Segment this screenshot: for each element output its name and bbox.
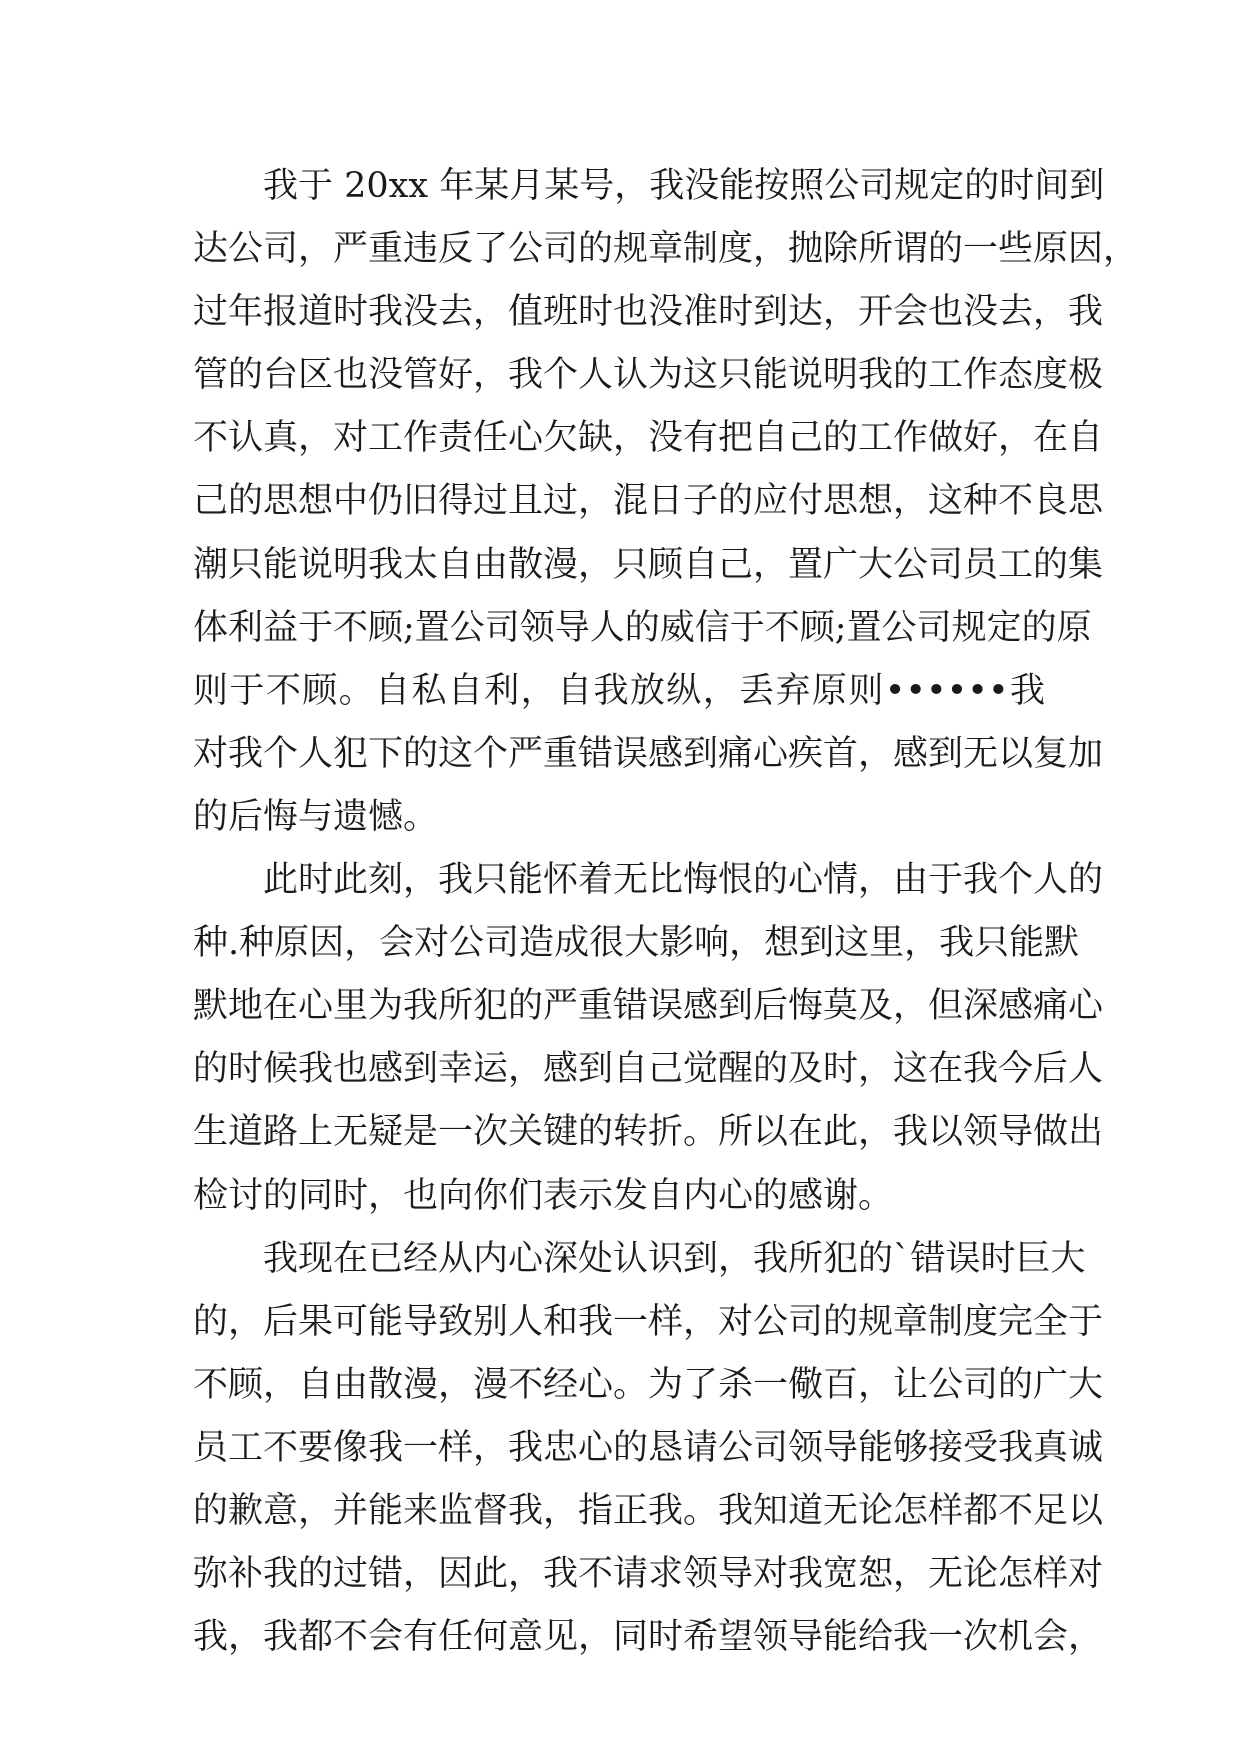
text-line: 对我个人犯下的这个严重错误感到痛心疾首，感到无以复加 xyxy=(193,733,1104,774)
paragraph-1 xyxy=(193,155,1139,849)
text-line: 达公司，严重违反了公司的规章制度，抛除所谓的一些原因， xyxy=(193,229,1139,270)
text-line: 不顾，自由散漫，漫不经心。为了杀一儆百，让公司的广大 xyxy=(193,1364,1104,1405)
text-line: 己的思想中仍旧得过且过，混日子的应付思想，这种不良思 xyxy=(193,481,1104,522)
text-line: 的，后果可能导致别人和我一样，对公司的规章制度完全于 xyxy=(193,1301,1104,1342)
text-line: 员工不要像我一样，我忠心的恳请公司领导能够接受我真诚 xyxy=(193,1427,1104,1468)
text-line: 的歉意，并能来监督我，指正我。我知道无论怎样都不足以 xyxy=(193,1490,1104,1531)
text-line: 的后悔与遗憾。 xyxy=(193,796,439,837)
text-line: 潮只能说明我太自由散漫，只顾自己，置广大公司员工的集 xyxy=(193,544,1104,585)
text-line: 默地在心里为我所犯的严重错误感到后悔莫及，但深感痛心 xyxy=(193,986,1104,1027)
body-text xyxy=(193,155,1139,1669)
paragraph-2 xyxy=(193,849,1104,1228)
text-line: 则于不顾。自私自利，自我放纵，丢弃原则••••••我 xyxy=(193,670,1045,711)
text-line: 的时候我也感到幸运，感到自己觉醒的及时，这在我今后人 xyxy=(193,1049,1104,1090)
text-line: 管的台区也没管好，我个人认为这只能说明我的工作态度极 xyxy=(193,355,1104,396)
paragraph-3 xyxy=(193,1228,1104,1670)
text-line: 我于 20xx 年某月某号，我没能按照公司规定的时间到 xyxy=(263,166,1105,206)
text-line: 生道路上无疑是一次关键的转折。所以在此，我以领导做出 xyxy=(193,1112,1104,1153)
text-line: 种.种原因，会对公司造成很大影响，想到这里，我只能默 xyxy=(193,923,1080,964)
text-line: 不认真，对工作责任心欠缺，没有把自己的工作做好，在自 xyxy=(193,418,1104,459)
text-line: 过年报道时我没去，值班时也没准时到达，开会也没去，我 xyxy=(193,292,1104,333)
text-line: 弥补我的过错，因此，我不请求领导对我宽恕，无论怎样对 xyxy=(193,1554,1104,1595)
text-line: 我现在已经从内心深处认识到，我所犯的`错误时巨大 xyxy=(263,1238,1086,1279)
text-line: 体利益于不顾;置公司领导人的威信于不顾;置公司规定的原 xyxy=(193,607,1092,648)
text-line: 检讨的同时，也向你们表示发自内心的感谢。 xyxy=(193,1175,894,1216)
text-line: 此时此刻，我只能怀着无比悔恨的心情，由于我个人的 xyxy=(263,860,1104,901)
text-line: 我，我都不会有任何意见，同时希望领导能给我一次机会， xyxy=(193,1617,1104,1658)
